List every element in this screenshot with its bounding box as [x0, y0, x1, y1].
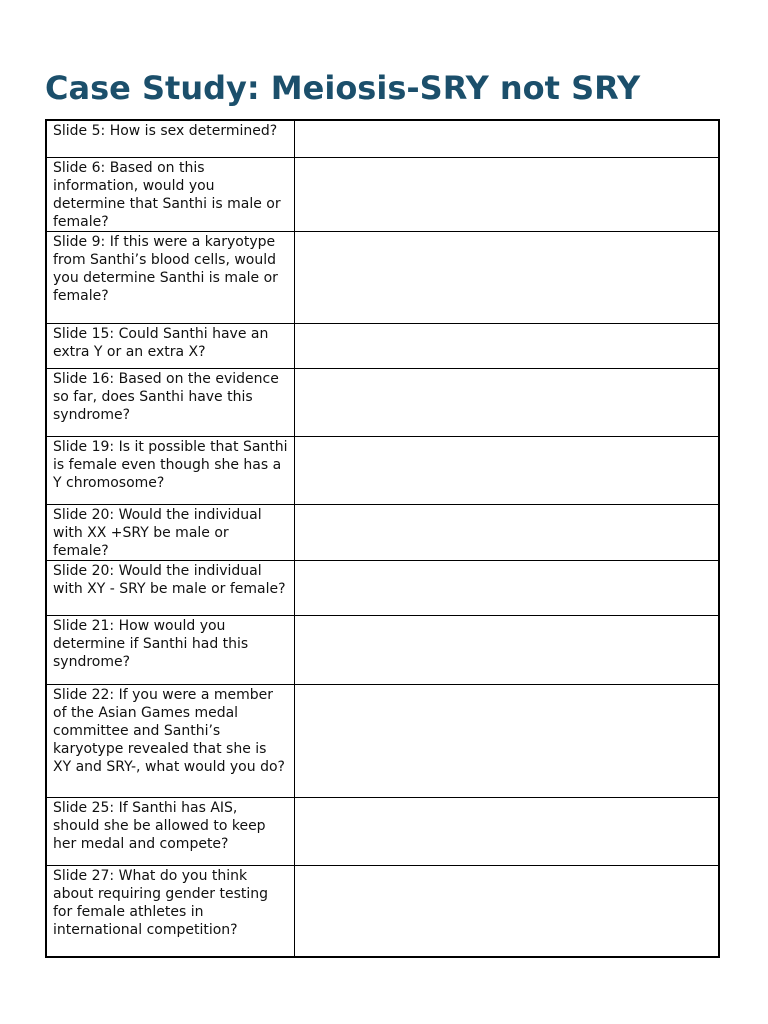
answer-cell[interactable]: [295, 368, 720, 436]
question-cell: Slide 20: Would the individual with XX +SRY be male or female?: [46, 504, 295, 560]
table-row: [46, 323, 719, 368]
table-row: [46, 120, 719, 157]
page-title: Case Study: Meiosis-SRY not SRY: [45, 69, 641, 107]
answer-cell[interactable]: [295, 157, 720, 231]
table-row: [46, 231, 719, 323]
table-row: [46, 436, 719, 504]
question-cell: Slide 25: If Santhi has AIS, should she be allowed to keep her medal and compete?: [46, 797, 295, 865]
answer-cell[interactable]: [295, 865, 720, 957]
question-cell: Slide 9: If this were a karyotype from Santhi’s blood cells, would you determine Santhi is male or female?: [46, 231, 295, 323]
question-cell: Slide 6: Based on this information, would you determine that Santhi is male or female?: [46, 157, 295, 231]
question-cell: Slide 19: Is it possible that Santhi is female even though she has a Y chromosome?: [46, 436, 295, 504]
worksheet-table: [45, 119, 720, 958]
question-cell: Slide 27: What do you think about requiring gender testing for female athletes in international competition?: [46, 865, 295, 957]
answer-cell[interactable]: [295, 323, 720, 368]
question-cell: Slide 22: If you were a member of the Asian Games medal committee and Santhi’s karyotype revealed that she is XY and SRY-, what would you do?: [46, 684, 295, 797]
question-cell: Slide 16: Based on the evidence so far, does Santhi have this syndrome?: [46, 368, 295, 436]
table-row: [46, 368, 719, 436]
answer-cell[interactable]: [295, 504, 720, 560]
answer-cell[interactable]: [295, 436, 720, 504]
answer-cell[interactable]: [295, 231, 720, 323]
table-row: [46, 560, 719, 615]
answer-cell[interactable]: [295, 684, 720, 797]
answer-cell[interactable]: [295, 560, 720, 615]
table-row: [46, 157, 719, 231]
table-row: [46, 684, 719, 797]
answer-cell[interactable]: [295, 120, 720, 157]
question-cell: Slide 20: Would the individual with XY - SRY be male or female?: [46, 560, 295, 615]
table-row: [46, 504, 719, 560]
table-row: [46, 865, 719, 957]
table-row: [46, 615, 719, 684]
question-cell: Slide 21: How would you determine if Santhi had this syndrome?: [46, 615, 295, 684]
answer-cell[interactable]: [295, 797, 720, 865]
table-row: [46, 797, 719, 865]
question-cell: Slide 5: How is sex determined?: [46, 120, 295, 157]
question-cell: Slide 15: Could Santhi have an extra Y or an extra X?: [46, 323, 295, 368]
answer-cell[interactable]: [295, 615, 720, 684]
